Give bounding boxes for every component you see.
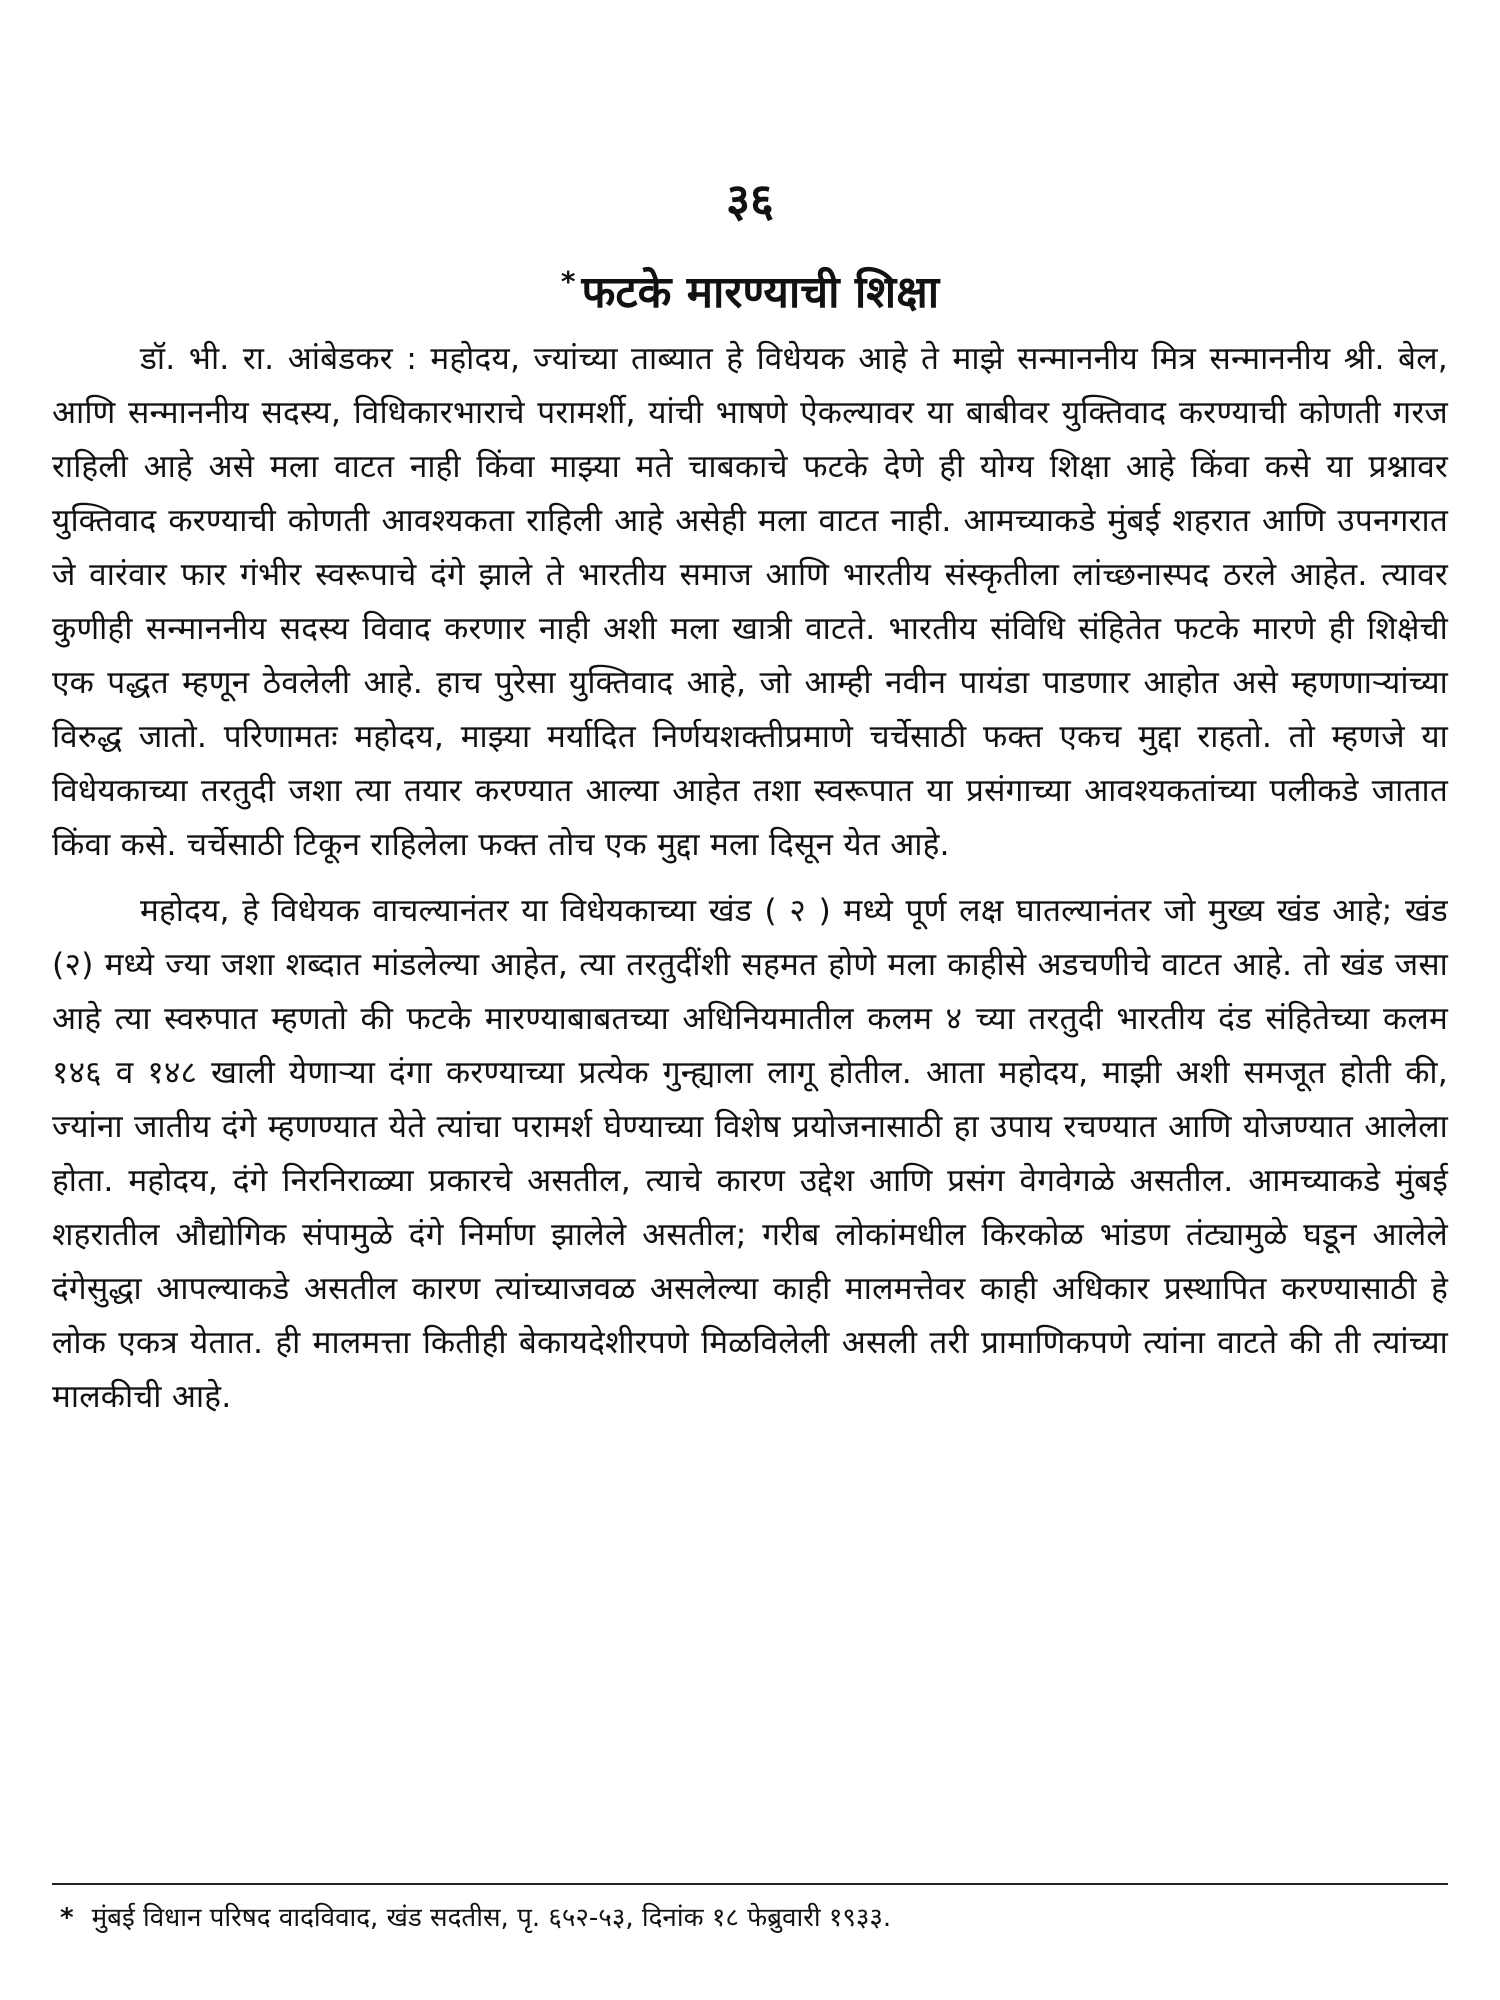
chapter-heading xyxy=(0,252,1500,323)
footnote xyxy=(60,1898,1450,1938)
footnote-marker: * xyxy=(60,1903,74,1933)
paragraph-text: महोदय, हे विधेयक वाचल्यानंतर या विधेयकाच्या खंड ( २ ) मध्ये पूर्ण लक्ष घातल्यानंतर जो मुख्य खंड आहे; खंड (२) मध्ये ज्या जशा शब्दात मांडलेल्या आहेत, त्या तरतुदींशी सहमत होणे मला काहीसे अडचणीचे वाटत आहे. तो खंड जसा आहे त्या स्वरुपात म्हणतो की फटके मारण्याबाबतच्या अधिनियमातील कलम ४ च्या तरतुदी भारतीय दंड संहितेच्या कलम १४६ व १४८ खाली येणाऱ्या दंगा करण्याच्या प्रत्येक गुन्ह्याला लागू होतील. आता महोदय, माझी अशी समजूत होती की, ज्यांना जातीय दंगे म्हणण्यात येते त्यांचा परामर्श घेण्याच्या विशेष प्रयोजनासाठी हा उपाय रचण्यात आणि योजण्यात आलेला होता. महोदय, दंगे निरनिराळ्या प्रकारचे असतील, त्याचे कारण उद्देश आणि प्रसंग वेगवेगळे असतील. आमच्याकडे मुंबई शहरातील औद्योगिक संपामुळे दंगे निर्माण झालेले असतील; गरीब लोकांमधील किरकोळ भांडण तंट्यामुळे घडून आलेले दंगेसुद्धा आपल्याकडे असतील कारण त्यांच्याजवळ असलेल्या काही मालमत्तेवर काही अधिकार प्रस्थापित करण्यासाठी हे लोक एकत्र येतात. ही मालमत्ता कितीही बेकायदेशीरपणे मिळविलेली असली तरी प्रामाणिकपणे त्यांना वाटते की ती त्यांच्या मालकीची आहे. xyxy=(52,893,1448,1415)
paragraph-text: महोदय, ज्यांच्या ताब्यात हे विधेयक आहे ते माझे सन्माननीय मित्र सन्माननीय श्री. बेल, आणि सन्माननीय सदस्य, विधिकारभाराचे परामर्शी, यांची भाषणे ऐकल्यावर या बाबीवर युक्तिवाद करण्याची कोणती गरज राहिली आहे असे मला वाटत नाही किंवा माझ्या मते चाबकाचे फटके देणे ही योग्य शिक्षा आहे किंवा कसे या प्रश्नावर युक्तिवाद करण्याची कोणती आवश्यकता राहिली आहे असेही मला वाटत नाही. आमच्याकडे मुंबई शहरात आणि उपनगरात जे वारंवार फार गंभीर स्वरूपाचे दंगे झाले ते भारतीय समाज आणि भारतीय संस्कृतीला लांच्छनास्पद ठरले आहेत. त्यावर कुणीही सन्माननीय सदस्य विवाद करणार नाही अशी मला खात्री वाटते. भारतीय संविधि संहितेत फटके मारणे ही शिक्षेची एक पद्धत म्हणून ठेवलेली आहे. हाच पुरेसा युक्तिवाद आहे, जो आम्ही नवीन पायंडा पाडणार आहोत असे म्हणणाऱ्यांच्या विरुद्ध जातो. परिणामतः महोदय, माझ्या मर्यादित निर्णयशक्तीप्रमाणे चर्चेसाठी फक्त एकच मुद्दा राहतो. तो म्हणजे या विधेयकाच्या तरतुदी जशा त्या तयार करण्यात आल्या आहेत तशा स्वरूपात या प्रसंगाच्या आवश्यकतांच्या पलीकडे जातात किंवा कसे. चर्चेसाठी टिकून राहिलेला फक्त तोच एक मुद्दा मला दिसून येत आहे. xyxy=(52,341,1449,863)
speaker-name: डॉ. भी. रा. आंबेडकर : xyxy=(140,341,418,377)
footnote-divider xyxy=(52,1883,1448,1885)
chapter-number: ३६ xyxy=(726,173,774,227)
chapter-title: फटके मारण्याची शिक्षा xyxy=(581,267,940,318)
paragraph xyxy=(52,884,1448,1424)
paragraph xyxy=(52,332,1448,872)
footnote-reference-marker: * xyxy=(560,265,576,298)
footnote-text: मुंबई विधान परिषद वादविवाद, खंड सदतीस, पृ. ६५२-५३, दिनांक १८ फेब्रुवारी १९३३. xyxy=(91,1903,892,1933)
body-text xyxy=(52,332,1448,1424)
